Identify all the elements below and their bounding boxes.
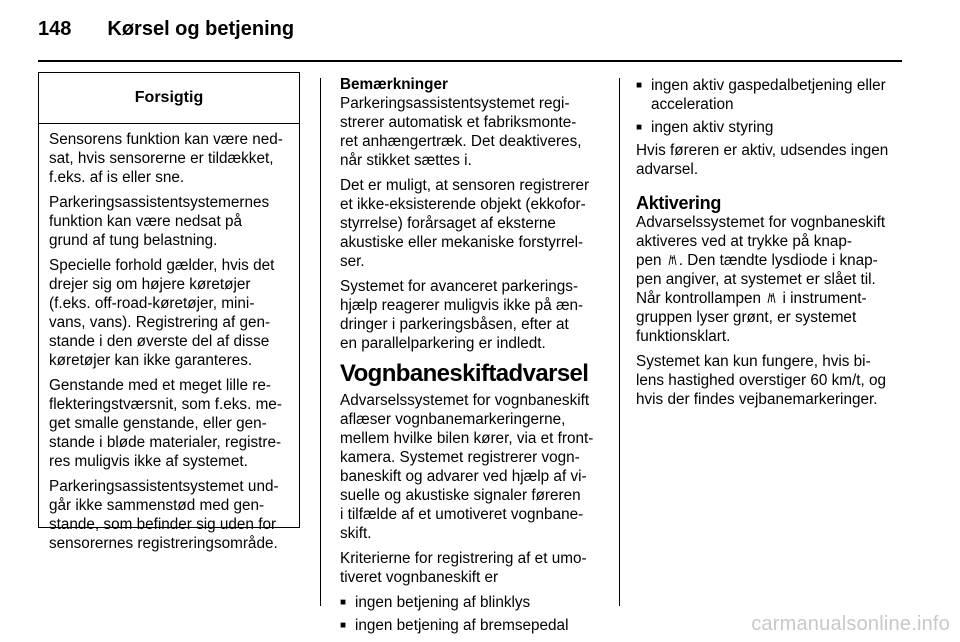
bullet-square-icon: ■: [340, 597, 347, 608]
bullet-item: ■ ingen betjening af blinklys: [340, 594, 531, 611]
bullet-square-icon: ■: [340, 620, 347, 631]
activation-heading: Aktivering: [636, 193, 722, 213]
notes-heading: Bemærkninger: [340, 76, 448, 93]
caution-paragraph: Sensorens funktion kan være ned- sat, hvis sensorerne er tildækket, f.eks. af is eller sne.: [49, 131, 283, 186]
column-right: [636, 76, 908, 415]
page-header: [38, 18, 294, 48]
body-paragraph: Advarselssystemet for vognbaneskift aflæser vognbanemarkeringerne, mellem hvilke bilen kører, via et front- kamera. Systemet registrerer vogn- baneskift og advarer ved hjælp af vi- suelle og akustiske signaler føreren i tilfælde af et umotiveret vognbane- skift.: [340, 392, 594, 542]
header-rule: [38, 60, 902, 62]
bullet-square-icon: ■: [636, 80, 643, 91]
notes-paragraph: Det er muligt, at sensoren registrerer et ikke-eksisterende objekt (ekkofor- styrrelse) forårsaget af eksterne akustiske eller mekaniske forstyrrel- ser.: [340, 177, 590, 270]
lane-departure-icon: [767, 292, 776, 304]
caution-paragraph: Specielle forhold gælder, hvis det drejer sig om højere køretøjer (f.eks. off-road-køretøjer, mini- vans, vans). Registrering af gen- stande i den øverste del af disse køretøjer kan ikke garanteres.: [49, 257, 275, 369]
column-middle: [340, 76, 608, 639]
caution-paragraph: Genstande med et meget lille re- flekteringstværsnit, som f.eks. me- get smalle genstande, eller gen- stande i bløde materialer, registre- res muligvis ikke af systemet.: [49, 377, 282, 470]
body-paragraph: Kriterierne for registrering af et umo- tiveret vognbaneskift er: [340, 550, 587, 586]
watermark: carmanualsonline.info: [751, 613, 950, 635]
page-title: Kørsel og betjening: [107, 18, 295, 40]
caution-body: [39, 124, 299, 553]
bullet-item: ■ ingen aktiv gaspedalbetjening eller acceleration: [636, 77, 886, 113]
caution-box: [38, 72, 300, 552]
caution-paragraph: Parkeringsassistentsystemernes funktion kan være nedsat på grund af tung belastning.: [49, 194, 270, 249]
bullet-square-icon: ■: [636, 122, 643, 133]
column-divider: [320, 78, 321, 606]
page-number: 148: [38, 18, 72, 40]
caution-title: Forsigtig: [39, 73, 299, 124]
column-divider: [619, 78, 620, 606]
body-paragraph: Hvis føreren er aktiv, udsendes ingen advarsel.: [636, 142, 889, 178]
lane-departure-icon: [668, 254, 677, 266]
notes-paragraph: Systemet for avanceret parkerings- hjælp reagerer muligvis ikke på æn- dringer i parkeringsbåsen, efter at en parallelparkering er indledt.: [340, 278, 584, 352]
section-heading: Vognbaneskiftadvarsel: [340, 360, 589, 387]
bullet-item: ■ ingen aktiv styring: [636, 119, 774, 136]
body-paragraph: Systemet kan kun fungere, hvis bi- lens hastighed overstiger 60 km/t, og hvis der findes vejbanemarkeringer.: [636, 353, 886, 408]
activation-paragraph: Advarselssystemet for vognbaneskift aktiveres ved at trykke på knap- pen . Den tændte lysdiode i knap- pen angiver, at systemet er slået til. Når kontrollampen i instrument- gruppen lyser grønt, er systemet funktionsklart.: [636, 214, 886, 345]
bullet-item: ■ ingen betjening af bremsepedal: [340, 617, 569, 634]
caution-paragraph: Parkeringsassistentsystemet und- går ikke sammenstød med gen- stande, som befinder sig uden for sensorernes registreringsområde.: [49, 478, 279, 552]
notes-paragraph: Parkeringsassistentsystemet regi- strerer automatisk et fabriksmonte- ret anhængertræk. Det deaktiveres, når stikket sættes i.: [340, 95, 582, 169]
